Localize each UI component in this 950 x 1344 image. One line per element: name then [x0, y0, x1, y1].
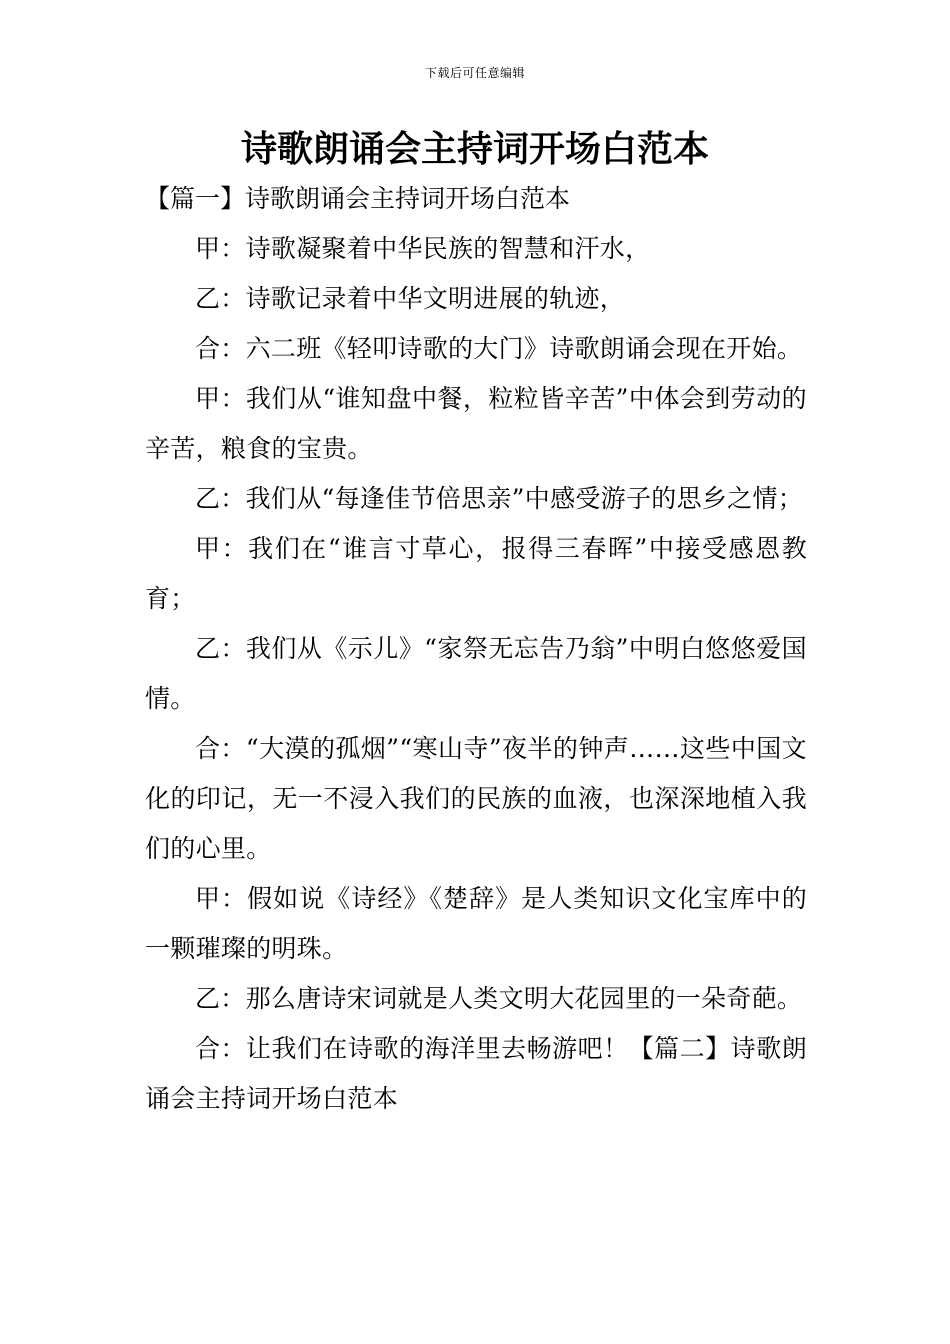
- paragraph: 合：“大漠的孤烟”“寒山寺”夜半的钟声……这些中国文化的印记，无一不浸入我们的民族的血液，也深深地植入我们的心里。: [145, 734, 807, 863]
- paragraph: 甲：我们在“谁言寸草心，报得三春晖”中接受感恩教育；: [145, 534, 807, 613]
- paragraph: 乙：我们从《示儿》“家祭无忘告乃翁”中明白悠悠爱国情。: [145, 634, 807, 713]
- paragraph: 乙：诗歌记录着中华文明进展的轨迹，: [195, 284, 626, 313]
- paragraph: 甲：假如说《诗经》《楚辞》是人类知识文化宝库中的一颗璀璨的明珠。: [145, 884, 807, 963]
- section-heading: 【篇一】诗歌朗诵会主持词开场白范本: [145, 184, 571, 213]
- paragraph: 合：让我们在诗歌的海洋里去畅游吧！【篇二】诗歌朗诵会主持词开场白范本: [145, 1034, 807, 1113]
- document-body: [145, 174, 807, 1124]
- paragraph: 合：六二班《轻叩诗歌的大门》诗歌朗诵会现在开始。: [195, 334, 803, 363]
- header-note: 下载后可任意编辑: [424, 66, 525, 80]
- paragraph: 甲：我们从“谁知盘中餐，粒粒皆辛苦”中体会到劳动的辛苦，粮食的宝贵。: [145, 384, 807, 463]
- paragraph: 乙：我们从“每逢佳节倍思亲”中感受游子的思乡之情；: [195, 484, 804, 513]
- paragraph: 乙：那么唐诗宋词就是人类文明大花园里的一朵奇葩。: [195, 984, 803, 1013]
- paragraph: 甲：诗歌凝聚着中华民族的智慧和汗水，: [195, 234, 651, 263]
- document-title: 诗歌朗诵会主持词开场白范本: [240, 129, 709, 170]
